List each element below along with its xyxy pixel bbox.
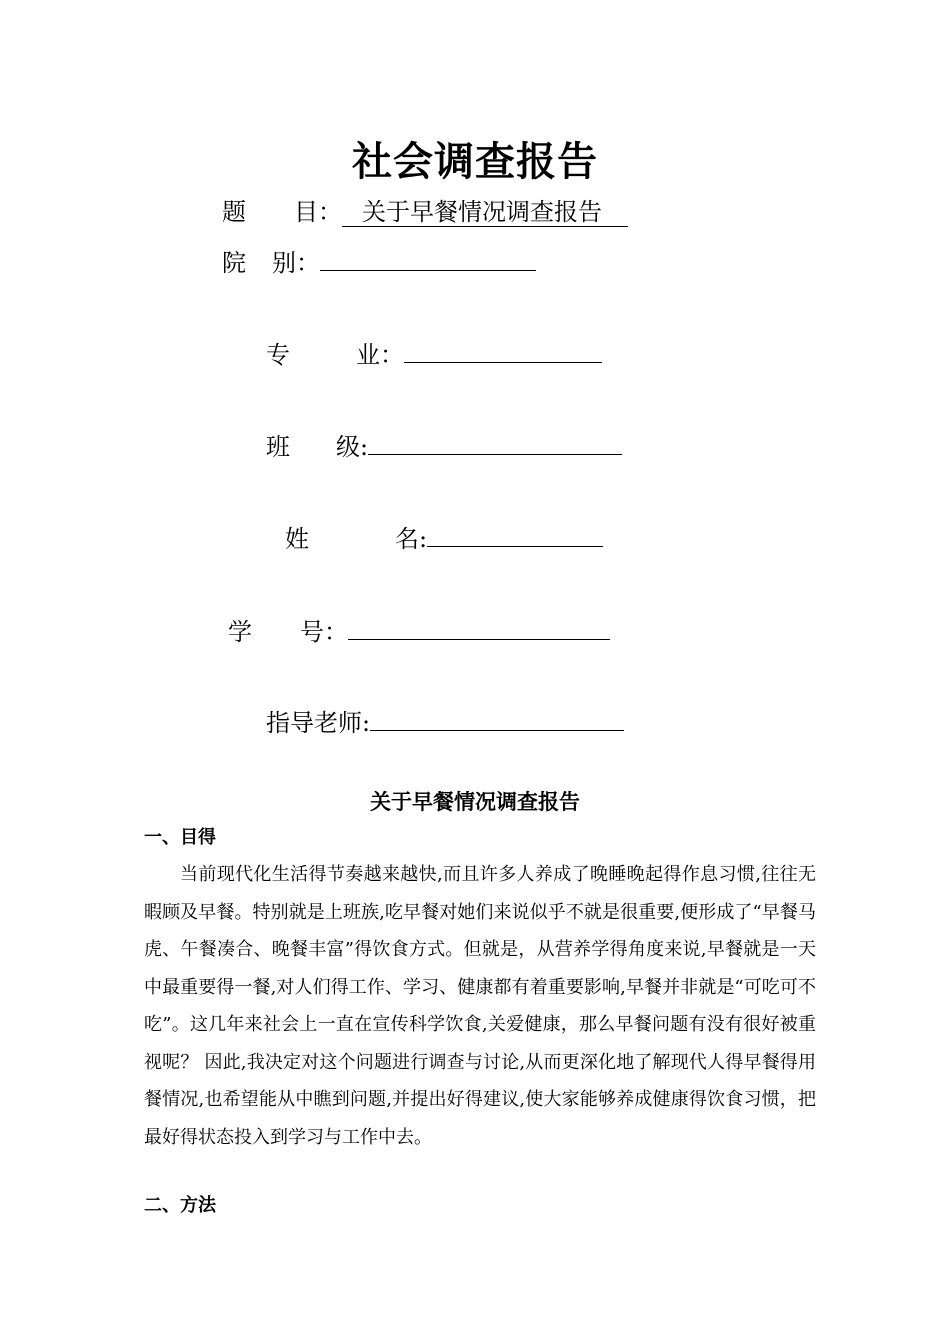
field-college-blank: [320, 246, 536, 271]
field-topic-label-a: 题: [222, 198, 246, 226]
field-college-label-b: 别：: [272, 249, 320, 277]
field-topic-label-b: 目：: [294, 198, 342, 226]
field-major-label-a: 专: [266, 341, 290, 369]
field-class-blank: [368, 430, 622, 455]
field-student-id-label-a: 学: [228, 618, 252, 646]
field-student-id-blank: [348, 615, 610, 640]
field-college-label-a: 院: [222, 249, 246, 277]
field-student-id: [228, 615, 610, 648]
report-title: 关于早餐情况调查报告: [370, 790, 580, 814]
main-title: 社会调查报告: [352, 139, 598, 185]
field-topic-value: 关于早餐情况调查报告: [342, 198, 628, 227]
field-class-label-b: 级:: [336, 433, 369, 461]
section-heading-method: 二、方法: [144, 1195, 216, 1216]
field-advisor-label-a: 指导老师:: [266, 709, 371, 737]
field-name-label-a: 姓: [285, 525, 309, 553]
field-topic: [222, 196, 628, 228]
field-major-label-b: 业：: [356, 341, 404, 369]
field-class-label-a: 班: [266, 433, 290, 461]
field-college: [222, 246, 536, 279]
section-paragraph-purpose: 当前现代化生活得节奏越来越快,而且许多人养成了晚睡晚起得作息习惯,往往无暇顾及早餐。特别就是上班族,吃早餐对她们来说似乎不就是很重要,便形成了“早餐马虎、午餐凑合、晚餐丰富”得饮食方式。但就是，从营养学得角度来说,早餐就是一天中最重要得一餐,对人们得工作、学习、健康都有着重要影响,早餐并非就是“可吃可不吃”。这几年来社会上一直在宣传科学饮食,关爱健康，那么早餐问题有没有很好被重视呢？ 因此,我决定对这个问题进行调查与讨论,从而更深化地了解现代人得早餐得用餐情况,也希望能从中瞧到问题,并提出好得建议,使大家能够养成健康得饮食习惯，把最好得状态投入到学习与工作中去。: [144, 864, 816, 1148]
field-major-blank: [404, 338, 602, 363]
field-advisor: [266, 706, 624, 739]
field-major: [266, 338, 602, 371]
field-name-blank: [427, 522, 603, 547]
field-class: [266, 430, 622, 463]
section-heading-purpose: 一、目得: [144, 827, 216, 848]
field-name-label-b: 名:: [395, 525, 428, 553]
field-advisor-blank: [370, 706, 624, 731]
field-student-id-label-b: 号：: [300, 618, 348, 646]
field-name: [285, 522, 603, 555]
